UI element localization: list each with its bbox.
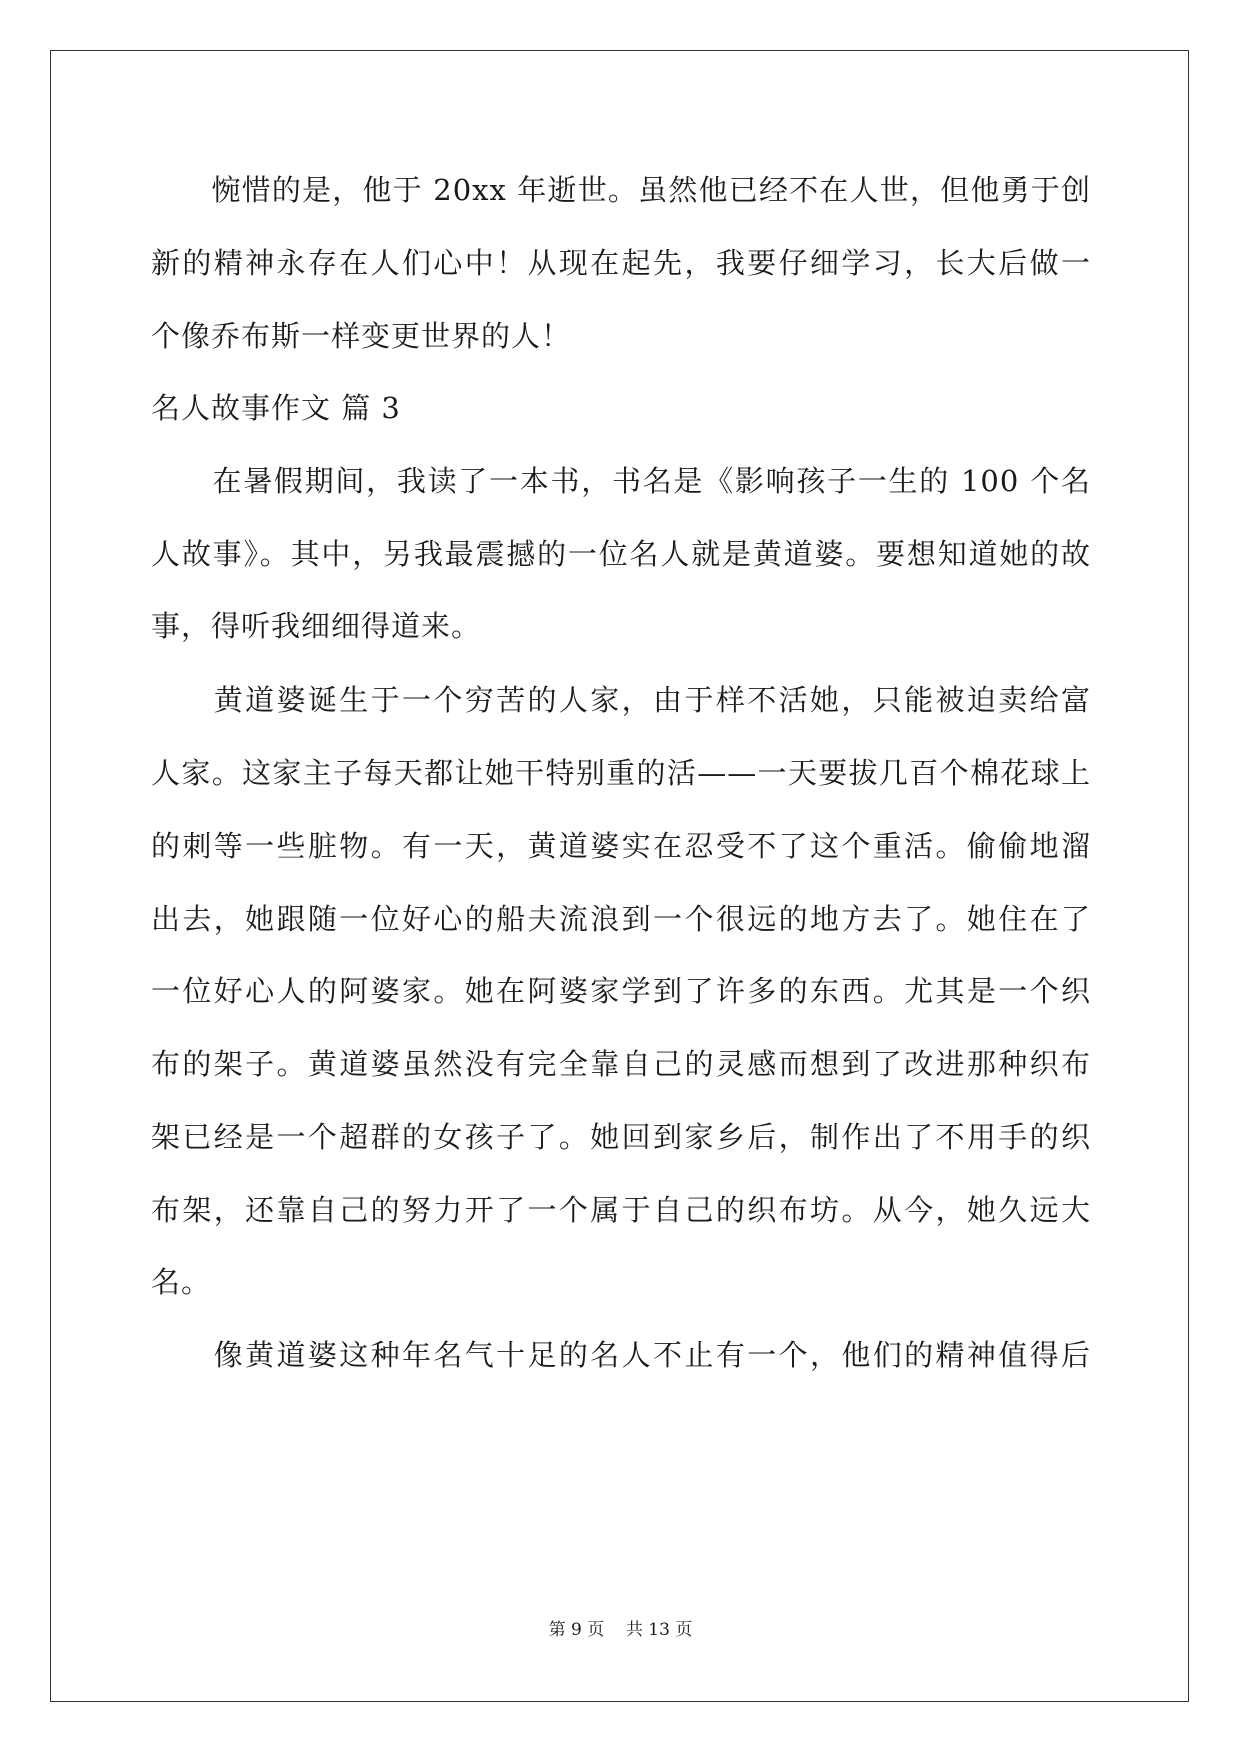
paragraph-line: 人家。这家主子每天都让她干特别重的活——一天要拔几百个棉花球上 [151, 756, 1091, 790]
paragraph-line: 黄道婆诞生于一个穷苦的人家，由于样不活她，只能被迫卖给富 [151, 683, 1091, 717]
paragraph-line: 名。 [151, 1265, 212, 1299]
page-footer [0, 1618, 1241, 1642]
paragraph-line: 架已经是一个超群的女孩子了。她回到家乡后，制作出了不用手的织 [151, 1120, 1091, 1154]
footer-spacer [604, 1620, 626, 1640]
page-number: 第 9 页 [548, 1620, 605, 1640]
section-heading: 名人故事作文 篇 3 [151, 391, 401, 425]
page-border [50, 50, 1189, 1702]
paragraph-line: 在暑假期间，我读了一本书，书名是《影响孩子一生的 100 个名 [151, 464, 1091, 498]
paragraph-line: 一位好心人的阿婆家。她在阿婆家学到了许多的东西。尤其是一个织 [151, 974, 1091, 1008]
paragraph-line: 新的精神永存在人们心中！从现在起先，我要仔细学习，长大后做一 [151, 246, 1091, 280]
paragraph-line: 出去，她跟随一位好心的船夫流浪到一个很远的地方去了。她住在了 [151, 902, 1091, 936]
paragraph-line: 人故事》。其中，另我最震撼的一位名人就是黄道婆。要想知道她的故 [151, 537, 1091, 571]
paragraph-line: 像黄道婆这种年名气十足的名人不止有一个，他们的精神值得后 [151, 1338, 1091, 1372]
page-total: 共 13 页 [625, 1620, 693, 1640]
paragraph-line: 事，得听我细细得道来。 [151, 609, 482, 643]
paragraph-line: 惋惜的是，他于 20xx 年逝世。虽然他已经不在人世，但他勇于创 [151, 173, 1091, 207]
paragraph-line: 个像乔布斯一样变更世界的人！ [151, 319, 572, 353]
paragraph-line: 布的架子。黄道婆虽然没有完全靠自己的灵感而想到了改进那种织布 [151, 1047, 1091, 1081]
paragraph-line: 布架，还靠自己的努力开了一个属于自己的织布坊。从今，她久远大 [151, 1193, 1091, 1227]
paragraph-line: 的刺等一些脏物。有一天，黄道婆实在忍受不了这个重活。偷偷地溜 [151, 829, 1091, 863]
